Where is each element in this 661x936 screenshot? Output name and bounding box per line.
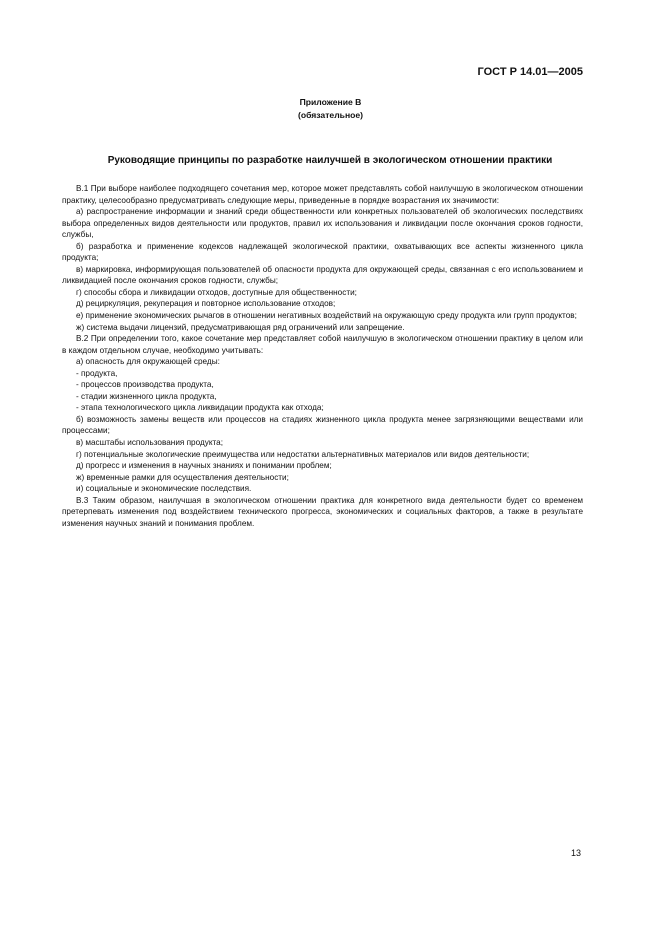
paragraph: и) социальные и экономические последствия.: [76, 484, 252, 494]
paragraph: а) опасность для окружающей среды:: [76, 357, 220, 367]
paragraph: б) возможность замены веществ или процессов на стадиях жизненного цикла продукта менее загрязняющими веществами или процессами;: [62, 414, 583, 436]
document-body: [62, 183, 583, 529]
paragraph: в) масштабы использования продукта;: [76, 438, 223, 448]
annex-label: [0, 96, 661, 122]
paragraph: е) применение экономических рычагов в отношении негативных воздействий на окружающую среду продукта или групп продуктов;: [76, 311, 577, 321]
paragraph: - процессов производства продукта,: [76, 380, 214, 390]
paragraph: В.2 При определении того, какое сочетание мер представляет собой наилучшую в экологическом отношении практику в целом или в каждом отдельном случае, необходимо учитывать:: [62, 334, 583, 355]
paragraph: д) рециркуляция, рекуперация и повторное использование отходов;: [76, 299, 336, 309]
section-heading: Руководящие принципы по разработке наилучшей в экологическом отношении практики: [107, 155, 553, 166]
paragraph: В.1 При выборе наиболее подходящего сочетания мер, которое может представлять собой наилучшую в экологическом отношении практику, целесообразно предусматривать следующие меры, приведенные в порядке возрастания их значимости:: [62, 184, 583, 205]
paragraph: - этапа технологического цикла ликвидации продукта как отхода;: [76, 403, 324, 413]
paragraph: г) способы сбора и ликвидации отходов, доступные для общественности;: [76, 287, 357, 297]
page-number: 13: [570, 848, 581, 858]
document-code: ГОСТ Р 14.01—2005: [477, 66, 583, 78]
paragraph: г) потенциальные экологические преимущества или недостатки альтернативных материалов или видов деятельности;: [76, 449, 530, 459]
paragraph: в) маркировка, информирующая пользователей об опасности продукта для окружающей среды, связанная с его использованием и ликвидацией после окончания сроков годности, службы;: [62, 264, 583, 286]
paragraph: ж) временные рамки для осуществления деятельности;: [76, 472, 289, 482]
paragraph: б) разработка и применение кодексов надлежащей экологической практики, охватывающих все аспекты жизненного цикла продукта;: [62, 241, 583, 263]
paragraph: В.3 Таким образом, наилучшая в экологическом отношении практика для конкретного вида деятельности будет со временем претерпевать изменения под воздействием технического прогресса, экономических и социальных факторов, а также в результате изменения научных знаний и понимания проблем.: [62, 495, 583, 528]
annex-status: (обязательное): [297, 110, 364, 120]
annex-title: Приложение В: [299, 97, 362, 107]
paragraph: ж) система выдачи лицензий, предусматривающая ряд ограничений или запрещение.: [76, 322, 405, 332]
paragraph: д) прогресс и изменения в научных знаниях и понимании проблем;: [76, 461, 332, 471]
paragraph: - стадии жизненного цикла продукта,: [76, 391, 217, 401]
paragraph: - продукта,: [76, 368, 118, 378]
paragraph: а) распространение информации и знаний среди общественности или конкретных пользователей об экологических последствиях выбора определенных видов деятельности или продуктов, правил их использования и ликвидации после окончания сроков годности, службы,: [62, 207, 583, 240]
